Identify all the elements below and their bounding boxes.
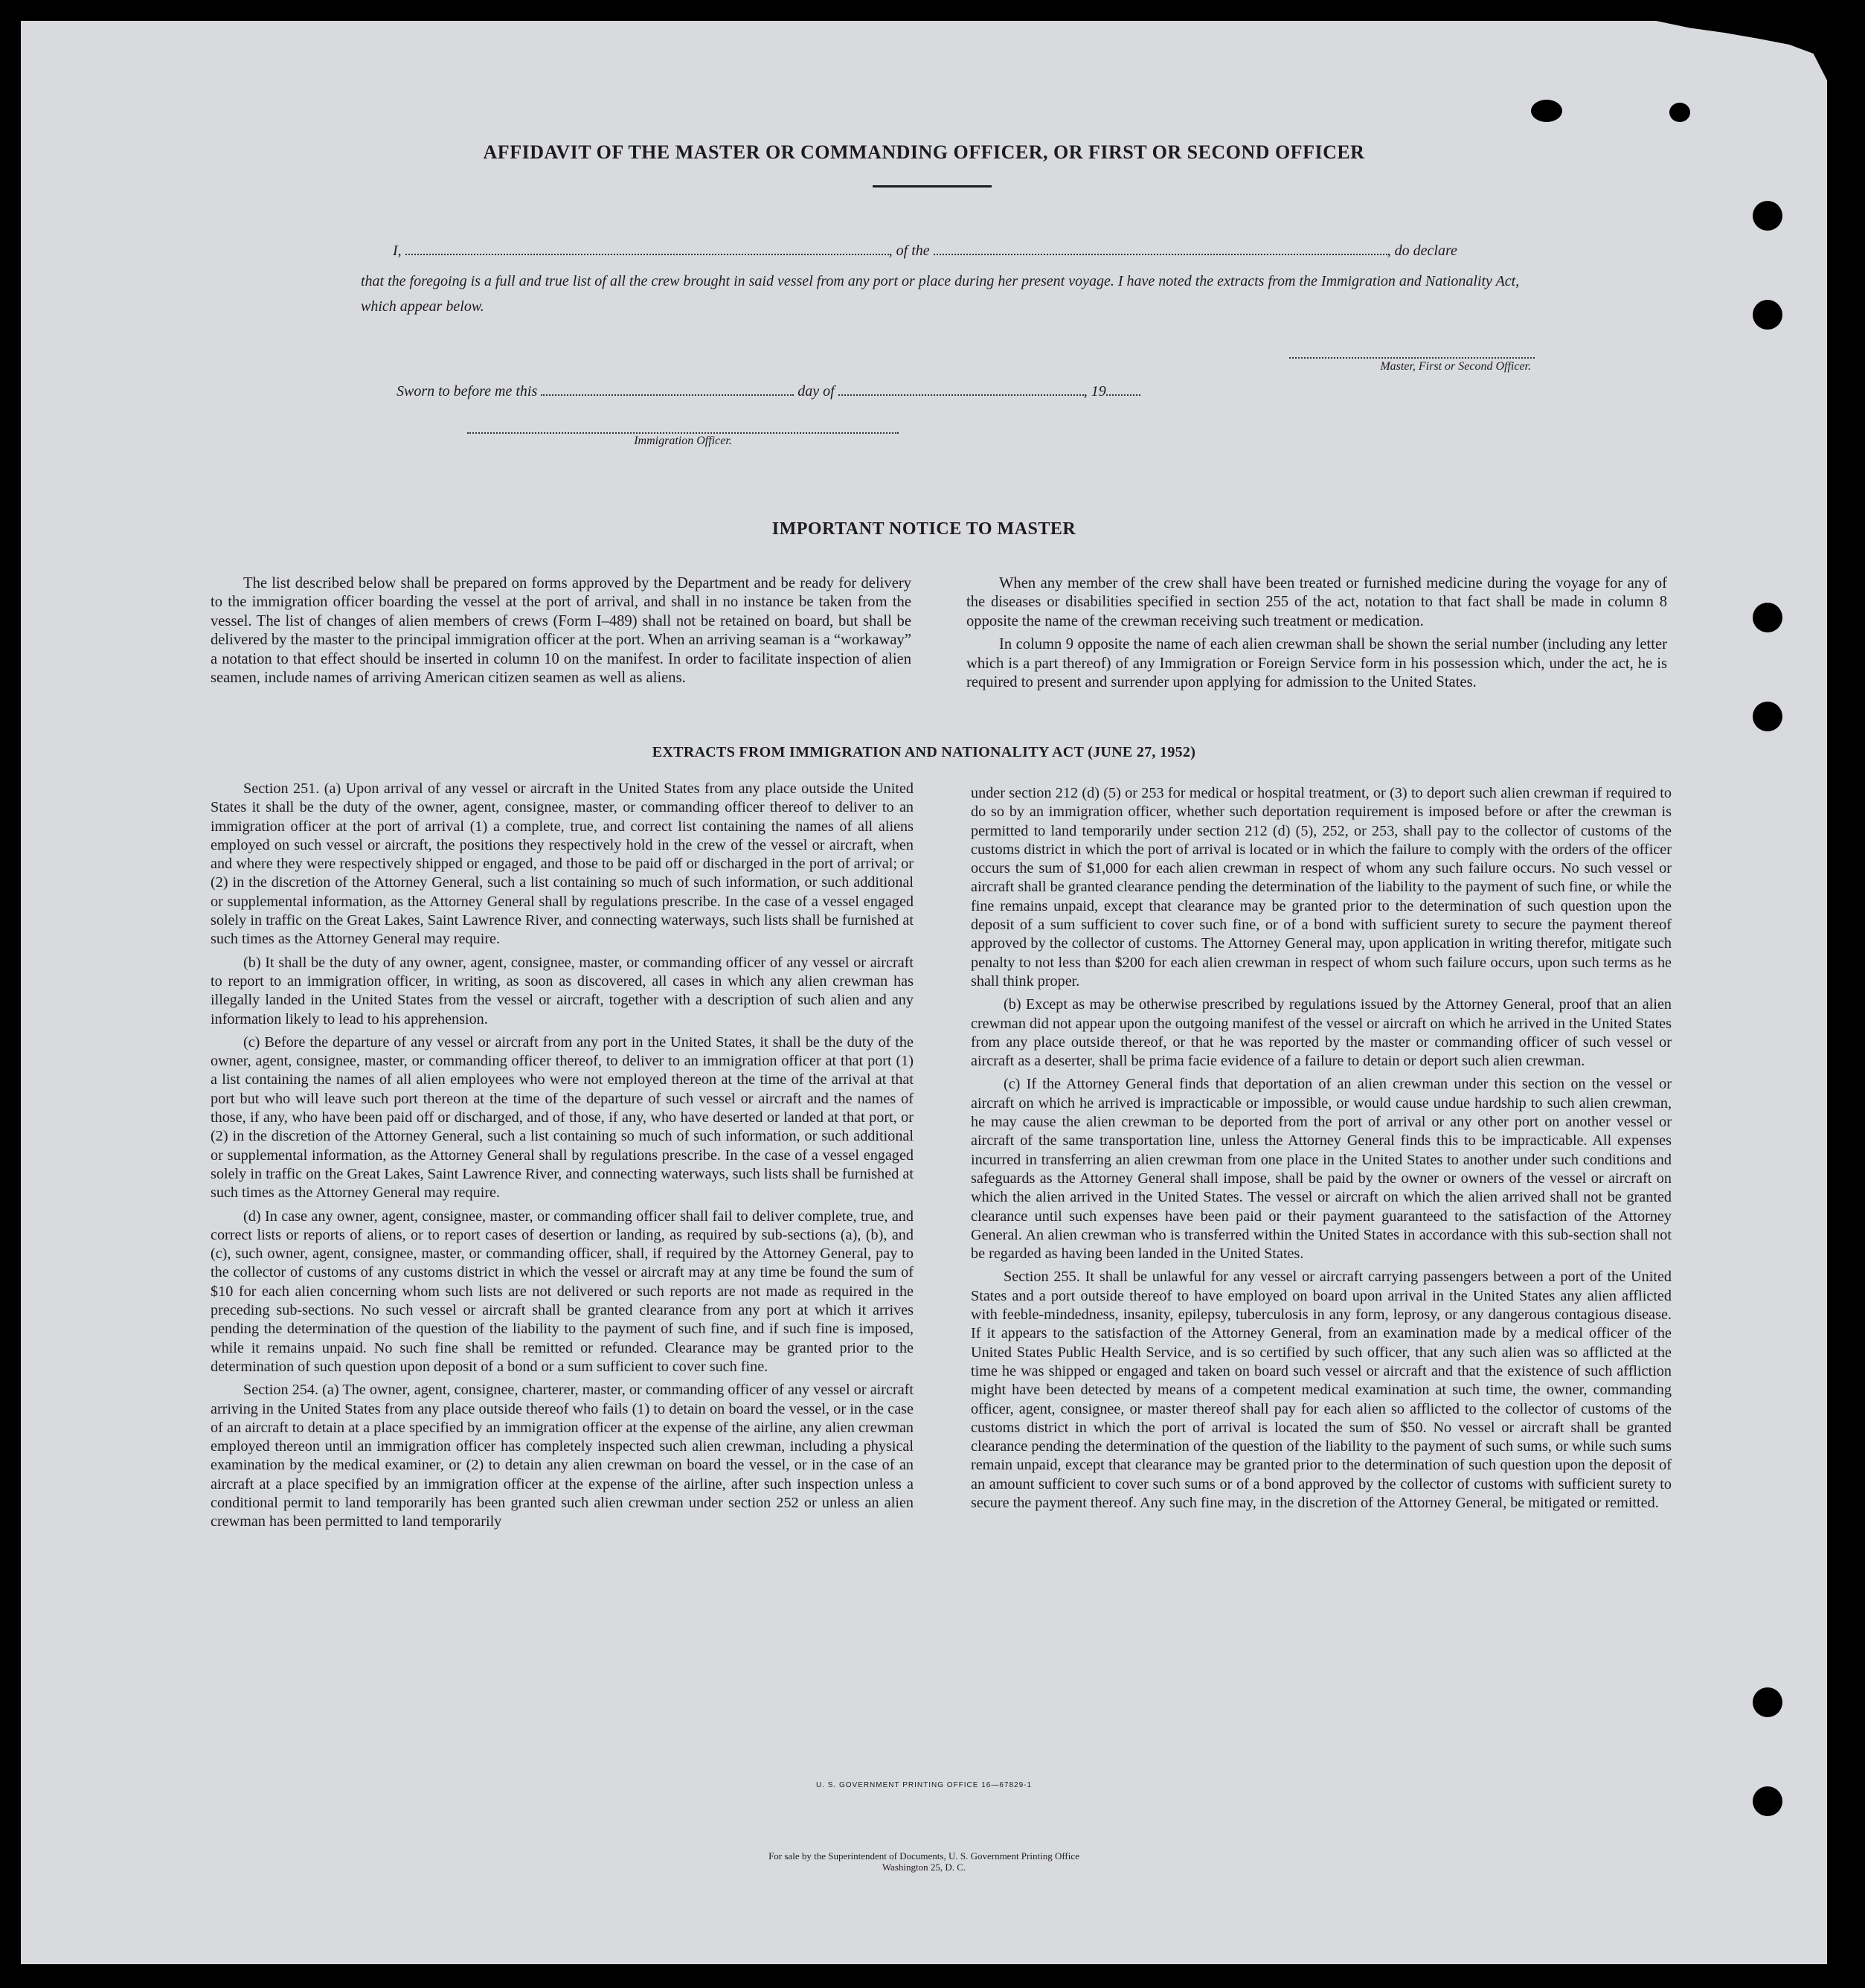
declaration-line — [393, 243, 1531, 260]
title-rule — [873, 185, 992, 187]
notice-left-column — [211, 574, 911, 692]
section-254a-continued: under section 212 (d) (5) or 253 for medical or hospital treatment, or (3) to deport such alien crewman if required to do so by an immigration officer, whether such deportation requirement is imposed before or after the crewman is permitted to land temporarily under section 212 (d) (5), 252, or 253, shall pay to the collector of customs of the customs district in which the port of arrival is located or in which the failure to comply with the orders of the officer occurs the sum of $1,000 for each alien crewman in respect of whom any such failure occurs. No such vessel or aircraft shall be granted clearance pending the determination of the liability to the payment of such fine, or while the fine remains unpaid, except that clearance may be granted prior to the determination of such question upon the deposit of a sum sufficient to cover such fine, or of a bond with sufficient surety to secure the payment thereof approved by the collector of customs. The Attorney General may, upon application in writing therefor, mitigate such penalty to not less than $200 for each alien crewman in respect of whom such failure occurs, upon such terms as he shall think proper. — [971, 785, 1672, 990]
gpo-imprint: U. S. GOVERNMENT PRINTING OFFICE 16—67829-1 — [815, 1781, 1033, 1789]
immigration-officer-caption: Immigration Officer. — [634, 435, 732, 447]
affidavit-title: AFFIDAVIT OF THE MASTER OR COMMANDING OFFICER, OR FIRST OR SECOND OFFICER — [483, 141, 1365, 163]
punch-hole — [1753, 603, 1782, 632]
section-251d: (d) In case any owner, agent, consignee, master, or commanding officer shall fail to deliver complete, true, and correct lists or reports of aliens, or to report cases of desertion or landing, as required by sub-sections (a), (b), and (c), such owner, agent, consignee, master, or commanding officer, shall, if required by the Attorney General, pay to the collector of customs of any customs district in which the vessel or aircraft may at any time be found the sum of $10 for each alien concerning whom such lists are not delivered or such reports are not made as required in the preceding sub-sections. No such vessel or aircraft shall be granted clearance from any port at which it arrives pending the determination of the question of the liability to the payment of such fine, and if such fine is imposed, while it remains unpaid. No such fine shall be remitted or refunded. Clearance may be granted prior to the determination of such question upon deposit of a bond or a sum sufficient to cover such fine. — [211, 1208, 914, 1375]
notice-right-column — [966, 574, 1667, 696]
sworn-day-blank[interactable] — [541, 384, 794, 396]
ink-blot — [1531, 100, 1562, 122]
notice-paragraph: In column 9 opposite the name of each alien crewman shall be shown the serial number (including any letter which is a part thereof) of any Immigration or Foreign Service form in his possession which, under the act, he is required to present and surrender upon applying for admission to the United States. — [966, 636, 1667, 691]
notice-title: IMPORTANT NOTICE TO MASTER — [771, 519, 1076, 539]
section-254b: (b) Except as may be otherwise prescribed by regulations issued by the Attorney General, proof that an alien crewman did not appear upon the outgoing manifest of the vessel or aircraft on which he arrived in the United States from any place outside thereof, or that he was reported by the master or commanding officer of such vessel or aircraft as a deserter, shall be prima facie evidence of a failure to detain or deport such alien crewman. — [971, 996, 1672, 1070]
section-251c: (c) Before the departure of any vessel or aircraft from any port in the United States, it shall be the duty of the owner, agent, consignee, master, or commanding officer thereof, to deliver to an immigration officer at that port (1) a list containing the names of all alien employees who were not employed thereon at the time of the arrival at that port but who will leave such port thereon at the time of the departure of such vessel or aircraft and the names of those, if any, who have been paid off or discharged, and of those, if any, who have deserted or landed at that port, or (2) in the discretion of the Attorney General, such a list containing so much of such information, or such additional or supplemental information, as the Attorney General shall by regulations prescribe. In the case of a vessel engaged solely in traffic on the Great Lakes, Saint Lawrence River, and connecting waterways, such lists shall be furnished at such times as the Attorney General may require. — [211, 1033, 914, 1202]
section-251b: (b) It shall be the duty of any owner, agent, consignee, master, or commanding officer of any vessel or aircraft to report to an immigration officer, in writing, as soon as discovered, all cases in which any alien crewman has illegally landed in the United States from the vessel or aircraft, together with a description of such alien and any information likely to lead to his apprehension. — [211, 954, 914, 1027]
declaration-text: that the foregoing is a full and true list of all the crew brought in said vessel from any port or place during her present voyage. I have noted the extracts from the Immigration and Nationality Act, which appear below. — [361, 273, 1520, 315]
sworn-month-blank[interactable] — [838, 384, 1084, 396]
punch-hole — [1753, 300, 1782, 330]
law-right-column — [971, 784, 1672, 1517]
sale-note — [21, 1850, 1827, 1873]
punch-hole — [1753, 201, 1782, 231]
declaration-of-the-label: , of the — [888, 243, 930, 259]
signature-caption: Master, First or Second Officer. — [1380, 360, 1531, 373]
document-page — [21, 21, 1827, 1964]
punch-hole — [1753, 1687, 1782, 1717]
section-254c: (c) If the Attorney General finds that deportation of an alien crewman under this section on the vessel or aircraft on which he arrived is impracticable or impossible, or would cause undue hardship to such alien crewman, he may cause the alien crewman to be deported from the port of arrival or any other port on another vessel or aircraft of the same transportation line, unless the Attorney General finds this to be impracticable. All expenses incurred in transferring an alien crewman from one place in the United States to another under such conditions and safeguards as the Attorney General shall impose, shall be paid by the owner or owners of the vessel or aircraft on which the alien arrived in the United States. The vessel or aircraft on which the alien arrived shall not be granted clearance until such expenses have been paid or their payment guaranteed to the satisfaction of the Attorney General. An alien crewman who is transferred within the United States in accordance with this sub-section shall not be regarded as having been landed in the United States. — [971, 1076, 1672, 1263]
sale-note-line: For sale by the Superintendent of Documents, U. S. Government Printing Office — [768, 1850, 1079, 1862]
extracts-title: EXTRACTS FROM IMMIGRATION AND NATIONALITY ACT (JUNE 27, 1952) — [652, 744, 1196, 760]
immigration-officer-line[interactable] — [467, 432, 899, 434]
declaration-i-label: I, — [393, 243, 402, 259]
sworn-year-label: , 19 — [1083, 383, 1106, 400]
sworn-line — [397, 383, 1319, 400]
ink-blot — [1669, 103, 1690, 122]
punch-hole — [1753, 702, 1782, 731]
name-blank[interactable] — [405, 243, 889, 255]
torn-corner — [1656, 21, 1827, 80]
notice-paragraph: The list described below shall be prepared on forms approved by the Department and be ready for delivery to the immigration officer boarding the vessel at the port of arrival, and shall in no instance be taken from the vessel. The list of changes of alien members of crews (Form I–489) shall not be retained on board, but shall be delivered by the master to the principal immigration officer at the port. When an arriving seaman is a “workaway” a notation to that effect should be inserted in column 10 on the manifest. In order to facilitate inspection of alien seamen, include names of arriving American citizen seamen as well as aliens. — [211, 575, 911, 687]
section-254a: Section 254. (a) The owner, agent, consignee, charterer, master, or commanding officer of any vessel or aircraft arriving in the United States from any place outside thereof who fails (1) to detain on board the vessel, or in the case of an aircraft to detain at a place specified by an immigration officer at the expense of the airline, any alien crewman employed thereon until an immigration officer has completely inspected such alien crewman, including a physical examination by the medical examiner, or (2) to detain any alien crewman on board the vessel, or in the case of an aircraft at a place specified by an immigration officer at the expense of the airline, after such inspection unless a conditional permit to land temporarily has been granted such alien crewman under section 252 or unless an alien crewman has been permitted to land temporarily — [211, 1382, 914, 1530]
sworn-day-of-label: day of — [797, 383, 835, 400]
punch-hole — [1753, 1786, 1782, 1816]
vessel-blank[interactable] — [934, 243, 1387, 255]
section-251a: Section 251. (a) Upon arrival of any vessel or aircraft in the United States from any place outside the United States it shall be the duty of the owner, agent, consignee, master, or commanding officer thereof to deliver to an immigration officer at the port of arrival (1) a complete, true, and correct list containing the names of all aliens employed on such vessel or aircraft, the positions they respectively hold in the crew of the vessel or aircraft, when and where they were respectively shipped or engaged, and those to be paid off or discharged in the port of arrival; or (2) in the discretion of the Attorney General, such a list containing so much of such information, or such additional or supplemental information, as the Attorney General shall by regulations prescribe. In the case of a vessel engaged solely in traffic on the Great Lakes, Saint Lawrence River, and connecting waterways, such lists shall be furnished at such times as the Attorney General may require. — [211, 780, 914, 948]
law-left-column — [211, 780, 914, 1536]
signature-line[interactable] — [1289, 357, 1535, 359]
notice-paragraph: When any member of the crew shall have been treated or furnished medicine during the voyage for any of the diseases or disabilities specified in section 255 of the act, notation to that fact shall be made in column 8 opposite the name of the crewman receiving such treatment or medication. — [966, 575, 1667, 629]
sworn-year-blank[interactable] — [1106, 384, 1140, 396]
section-255: Section 255. It shall be unlawful for any vessel or aircraft carrying passengers between a port of the United States and a port outside thereof to have employed on board upon arrival in the United States any alien afflicted with feeble-mindedness, insanity, epilepsy, tuberculosis in any form, leprosy, or any dangerous contagious disease. If it appears to the satisfaction of the Attorney General, from an examination made by a medical officer of the United States Public Health Service, and is so certified by such officer, that any such alien was so afflicted at the time he was shipped or engaged and taken on board such vessel or aircraft and that the existence of such affliction might have been detected by means of a competent medical examination at such time, the owner, commanding officer, agent, consignee, or master thereof shall pay for each alien so afflicted to the collector of customs of the customs district in which the port of arrival is located the sum of $50. No vessel or aircraft shall be granted clearance pending the determination of the question of the liability to the payment of such sums, or while such sums remain unpaid, except that clearance may be granted prior to the determination of such question upon the deposit of an amount sufficient to cover such sums or of a bond approved by the collector of customs with sufficient surety to secure the payment thereof. Any such fine may, in the discretion of the Attorney General, be mitigated or remitted. — [971, 1269, 1672, 1511]
sale-note-line: Washington 25, D. C. — [882, 1862, 966, 1873]
declaration-do-declare-label: , do declare — [1387, 243, 1457, 259]
sworn-prefix: Sworn to before me this — [397, 383, 538, 400]
